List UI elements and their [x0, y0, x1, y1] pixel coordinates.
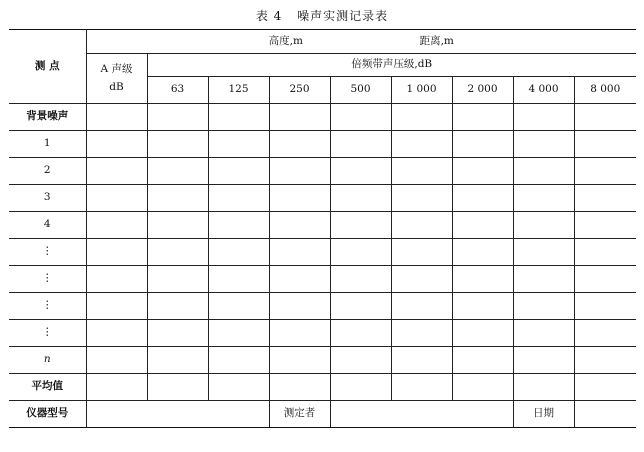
cell	[330, 374, 391, 401]
cell	[86, 239, 147, 266]
table-title-text: 噪声实测记录表	[297, 9, 389, 23]
instrument-model-label: 仪器型号	[9, 401, 86, 428]
table-number: 表 4	[255, 9, 283, 23]
row-label-4: 4	[9, 212, 86, 239]
cell	[86, 212, 147, 239]
cell	[574, 239, 636, 266]
cell	[391, 293, 452, 320]
cell	[513, 104, 574, 131]
cell	[513, 131, 574, 158]
distance-label: 距离,m	[419, 34, 454, 47]
table-row	[9, 131, 636, 158]
cell	[330, 104, 391, 131]
table-row	[9, 239, 636, 266]
cell	[452, 131, 513, 158]
row-label-ellipsis: ⋮	[9, 239, 86, 266]
cell	[147, 185, 208, 212]
cell	[269, 320, 330, 347]
cell	[452, 347, 513, 374]
cell	[452, 293, 513, 320]
table-title	[0, 7, 644, 24]
row-label-1: 1	[9, 131, 86, 158]
freq-500: 500	[330, 77, 391, 104]
cell	[574, 131, 636, 158]
a-level-unit: dB	[109, 80, 124, 93]
row-label-average: 平均值	[9, 374, 86, 401]
cell	[330, 320, 391, 347]
cell	[513, 374, 574, 401]
cell	[513, 239, 574, 266]
cell	[513, 293, 574, 320]
cell	[86, 185, 147, 212]
row-label-ellipsis: ⋮	[9, 293, 86, 320]
cell	[330, 239, 391, 266]
tester-label: 测定者	[269, 401, 330, 428]
cell	[147, 293, 208, 320]
cell	[513, 347, 574, 374]
cell	[208, 212, 269, 239]
cell	[208, 104, 269, 131]
cell	[330, 293, 391, 320]
cell	[513, 158, 574, 185]
cell	[391, 374, 452, 401]
table-row	[9, 185, 636, 212]
freq-1000: 1 000	[391, 77, 452, 104]
cell	[208, 320, 269, 347]
cell	[86, 374, 147, 401]
cell	[391, 185, 452, 212]
table-row	[9, 320, 636, 347]
table-row	[9, 212, 636, 239]
height-distance-header	[86, 30, 636, 54]
a-level-header	[86, 54, 147, 104]
cell	[452, 374, 513, 401]
cell	[330, 131, 391, 158]
cell	[330, 185, 391, 212]
cell	[330, 212, 391, 239]
cell	[452, 320, 513, 347]
cell	[86, 158, 147, 185]
cell	[574, 347, 636, 374]
cell	[147, 158, 208, 185]
cell	[574, 374, 636, 401]
row-label-n: n	[9, 347, 86, 374]
date-label: 日期	[513, 401, 574, 428]
measure-point-header: 测 点	[9, 30, 86, 104]
cell	[391, 320, 452, 347]
cell	[269, 374, 330, 401]
row-label-2: 2	[9, 158, 86, 185]
instrument-model-value	[86, 401, 269, 428]
cell	[574, 185, 636, 212]
cell	[208, 131, 269, 158]
cell	[147, 320, 208, 347]
cell	[452, 104, 513, 131]
row-label-3: 3	[9, 185, 86, 212]
cell	[269, 185, 330, 212]
cell	[208, 347, 269, 374]
cell	[147, 104, 208, 131]
cell	[391, 239, 452, 266]
table-row	[9, 374, 636, 401]
cell	[86, 131, 147, 158]
table-row	[9, 293, 636, 320]
cell	[391, 158, 452, 185]
cell	[452, 158, 513, 185]
cell	[574, 293, 636, 320]
cell	[208, 239, 269, 266]
cell	[391, 212, 452, 239]
cell	[574, 212, 636, 239]
header-row-1	[9, 30, 636, 54]
cell	[147, 266, 208, 293]
freq-125: 125	[208, 77, 269, 104]
cell	[86, 347, 147, 374]
cell	[147, 374, 208, 401]
cell	[86, 266, 147, 293]
cell	[269, 293, 330, 320]
cell	[269, 239, 330, 266]
freq-2000: 2 000	[452, 77, 513, 104]
freq-63: 63	[147, 77, 208, 104]
cell	[269, 131, 330, 158]
cell	[208, 293, 269, 320]
table-row	[9, 104, 636, 131]
cell	[269, 104, 330, 131]
row-label-ellipsis: ⋮	[9, 266, 86, 293]
freq-4000: 4 000	[513, 77, 574, 104]
cell	[208, 185, 269, 212]
freq-250: 250	[269, 77, 330, 104]
a-level-label: A 声级	[100, 62, 133, 75]
cell	[269, 158, 330, 185]
table-row	[9, 347, 636, 374]
cell	[391, 131, 452, 158]
cell	[86, 293, 147, 320]
cell	[269, 266, 330, 293]
cell	[330, 158, 391, 185]
cell	[86, 104, 147, 131]
cell	[208, 374, 269, 401]
cell	[513, 266, 574, 293]
cell	[330, 347, 391, 374]
cell	[513, 185, 574, 212]
cell	[208, 266, 269, 293]
cell	[147, 212, 208, 239]
cell	[574, 320, 636, 347]
cell	[147, 131, 208, 158]
cell	[391, 104, 452, 131]
date-value	[574, 401, 636, 428]
cell	[269, 347, 330, 374]
cell	[269, 212, 330, 239]
cell	[452, 239, 513, 266]
freq-8000: 8 000	[574, 77, 636, 104]
footer-row	[9, 401, 636, 428]
cell	[391, 266, 452, 293]
cell	[574, 158, 636, 185]
cell	[86, 320, 147, 347]
cell	[452, 266, 513, 293]
table-row	[9, 158, 636, 185]
header-row-2	[9, 54, 636, 77]
height-label: 高度,m	[268, 34, 303, 47]
cell	[452, 212, 513, 239]
cell	[574, 104, 636, 131]
table-row	[9, 266, 636, 293]
noise-record-table	[9, 29, 636, 428]
cell	[208, 158, 269, 185]
tester-value	[330, 401, 513, 428]
row-label-background: 背景噪声	[9, 104, 86, 131]
row-label-ellipsis: ⋮	[9, 320, 86, 347]
cell	[513, 212, 574, 239]
octave-band-header: 倍频带声压级,dB	[147, 54, 636, 77]
cell	[330, 266, 391, 293]
cell	[513, 320, 574, 347]
cell	[452, 185, 513, 212]
cell	[574, 266, 636, 293]
cell	[391, 347, 452, 374]
cell	[147, 239, 208, 266]
cell	[147, 347, 208, 374]
